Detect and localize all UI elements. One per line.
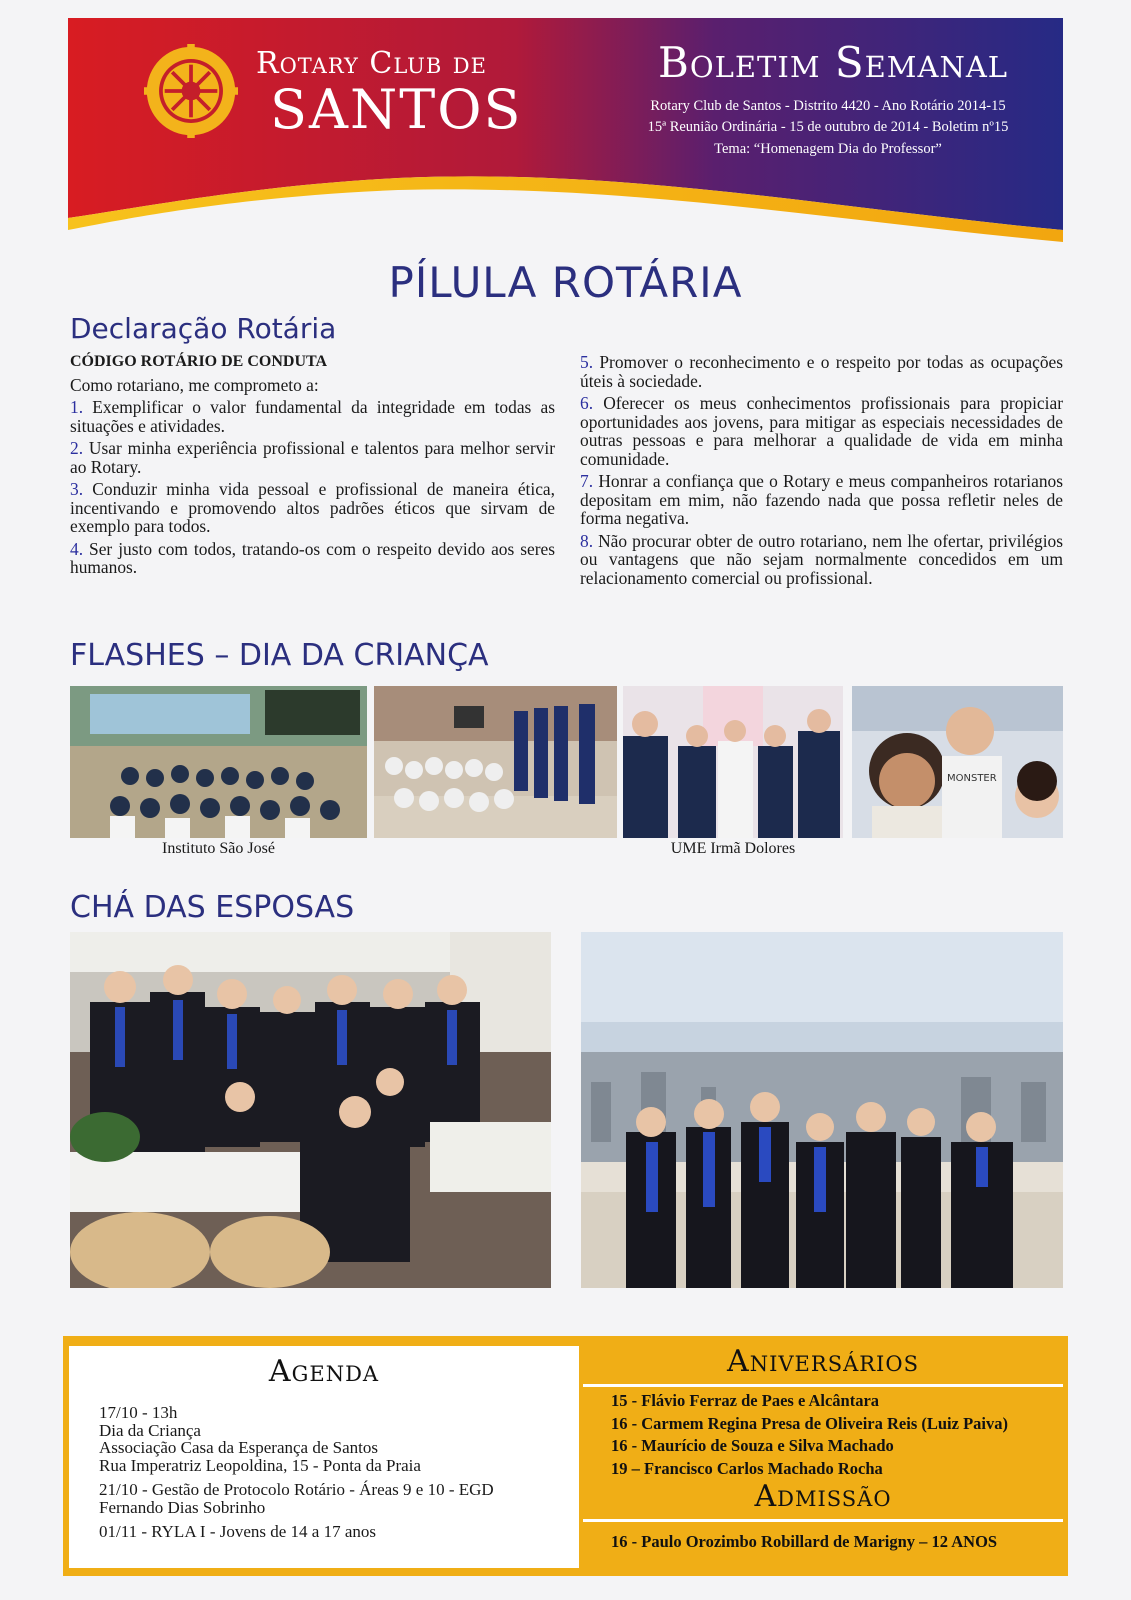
cha-terrace-photo-image bbox=[581, 932, 1063, 1288]
agenda-title: Agenda bbox=[268, 1354, 380, 1389]
agenda-item: 17/10 - 13h Dia da Criança Associação Casa da Esperança de Santos Rua Imperatriz Leopoldina, 15 - Ponta da Praia bbox=[99, 1403, 421, 1475]
aniversarios-title: Aniversários bbox=[727, 1344, 919, 1379]
photo-ume-children bbox=[852, 686, 1063, 838]
children-closeup-photo-image bbox=[852, 686, 1063, 838]
photo-instituto-group bbox=[374, 686, 617, 838]
aniversarios-list bbox=[611, 1390, 1061, 1480]
code-item: 8. Não procurar obter de outro rotariano, nem lhe ofertar, privilégios ou vantagens que não sejam normalmente concedidos em um relacionamento comercial ou profissional. bbox=[580, 530, 1063, 588]
code-item: 5. Promover o reconhecimento e o respeito por todas as ocupações úteis à sociedade. bbox=[580, 352, 1063, 391]
bulletin-subtitle-1: Rotary Club de Santos - Distrito 4420 - Ano Rotário 2014-15 bbox=[650, 98, 1006, 114]
caption-ume: UME Irmã Dolores bbox=[670, 840, 796, 857]
code-heading: CÓDIGO ROTÁRIO DE CONDUTA bbox=[70, 353, 328, 370]
shirt-text: MONSTER bbox=[947, 773, 997, 784]
club-city: SANTOS bbox=[270, 78, 523, 141]
declaracao-title: Declaração Rotária bbox=[70, 312, 337, 345]
cha-indoor-photo-image bbox=[70, 932, 551, 1288]
admissao-divider bbox=[583, 1519, 1063, 1522]
bulletin-subtitle-2: 15ª Reunião Ordinária - 15 de outubro de 2014 - Boletim nº15 bbox=[647, 119, 1009, 135]
header-banner bbox=[68, 18, 1063, 246]
photo-cha-indoor bbox=[70, 932, 551, 1288]
photo-cha-terrace bbox=[581, 932, 1063, 1288]
cha-title: CHÁ DAS ESPOSAS bbox=[70, 890, 355, 925]
bottom-info-box bbox=[63, 1336, 1068, 1576]
admissao-title: Admissão bbox=[754, 1479, 892, 1514]
flashes-title: FLASHES – DIA DA CRIANÇA bbox=[70, 638, 489, 673]
photo-ume-adults bbox=[623, 686, 843, 838]
code-item: 7. Honrar a confiança que o Rotary e meus companheiros rotarianos depositam em mim, não fazendo nada que possa refletir neles de forma negativa. bbox=[580, 471, 1063, 528]
children-group-photo-image bbox=[374, 686, 617, 838]
classroom-photo-image bbox=[70, 686, 367, 838]
agenda-item: 21/10 - Gestão de Protocolo Rotário - Áreas 9 e 10 - EGD Fernando Dias Sobrinho bbox=[99, 1480, 494, 1517]
adults-group-photo-image bbox=[623, 686, 843, 838]
list-item: 16 - Carmem Regina Presa de Oliveira Reis (Luiz Paiva) bbox=[611, 1413, 1008, 1433]
agenda-panel bbox=[69, 1346, 579, 1568]
bulletin-title: Boletim Semanal bbox=[657, 38, 1009, 87]
admissao-item: 16 - Paulo Orozimbo Robillard de Marigny – 12 ANOS bbox=[611, 1532, 998, 1551]
code-item: 4. Ser justo com todos, tratando-os com o respeito devido aos seres humanos. bbox=[70, 538, 555, 577]
bulletin-theme: Tema: “Homenagem Dia do Professor” bbox=[714, 141, 942, 157]
code-intro: Como rotariano, me comprometo a: bbox=[70, 374, 319, 395]
rotary-wheel-icon bbox=[144, 44, 238, 138]
agenda-list bbox=[99, 1404, 569, 1548]
code-item: 6. Oferecer os meus conhecimentos profissionais para propiciar oportunidades aos jovens, para mitigar as especiais necessidades de outras pessoas e para melhorar a qualidade de vida em minha comunidade. bbox=[580, 393, 1063, 469]
code-column-left bbox=[70, 353, 555, 581]
list-item: 15 - Flávio Ferraz de Paes e Alcântara bbox=[611, 1391, 880, 1410]
agenda-item: 01/11 - RYLA I - Jovens de 14 a 17 anos bbox=[99, 1522, 377, 1541]
code-item: 2. Usar minha experiência profissional e talentos para melhor servir ao Rotary. bbox=[70, 438, 555, 477]
code-column-right bbox=[580, 353, 1063, 591]
list-item: 16 - Maurício de Souza e Silva Machado bbox=[611, 1436, 894, 1455]
photo-instituto-classroom bbox=[70, 686, 367, 838]
list-item: 19 – Francisco Carlos Machado Rocha bbox=[611, 1458, 883, 1478]
club-name: Rotary Club de bbox=[256, 46, 487, 81]
aniversarios-divider bbox=[583, 1384, 1063, 1387]
code-item: 3. Conduzir minha vida pessoal e profissional de maneira ética, incentivando e promovendo altos padrões éticos que sirvam de exemplo para todos. bbox=[70, 479, 555, 536]
code-item: 1. Exemplificar o valor fundamental da integridade em todas as situações e atividades. bbox=[70, 397, 555, 436]
pilula-title: PÍLULA ROTÁRIA bbox=[388, 258, 743, 307]
caption-instituto: Instituto São José bbox=[162, 840, 275, 857]
